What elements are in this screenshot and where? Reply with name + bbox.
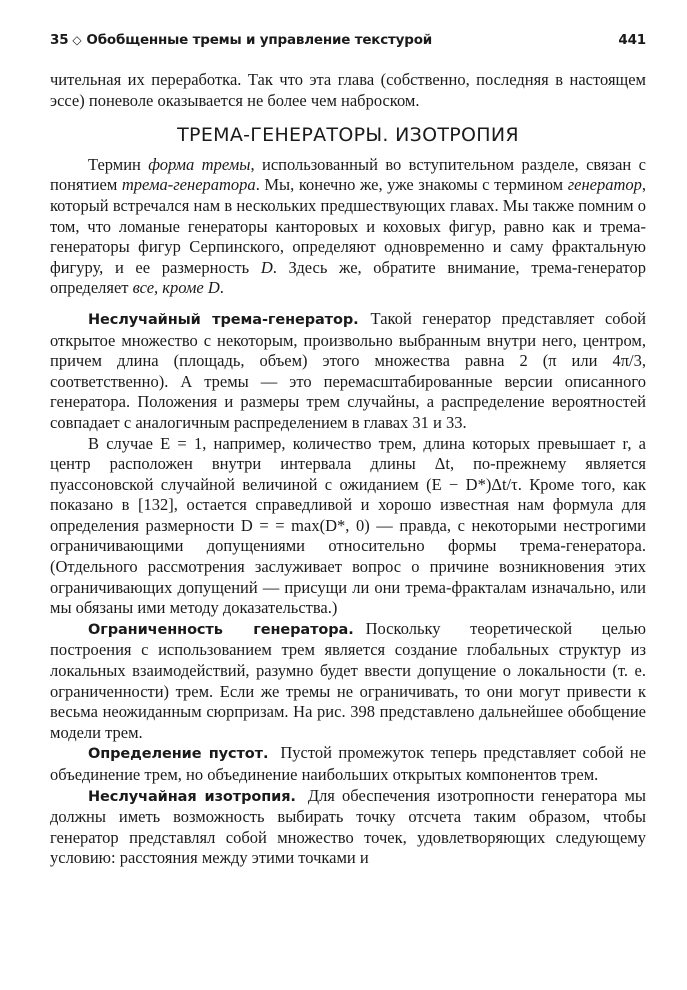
text-run: . Мы, конечно же, уже знакомы с термином — [255, 175, 568, 195]
math-d: D — [260, 257, 273, 277]
paragraph-text: Пустой промежуток теперь представляет собой не объединение трем, но объединение наибольших открытых компонентов трем. — [50, 743, 646, 784]
text-run: , использованный во вступительном разделе, связан с понятием — [50, 154, 646, 195]
paragraph-text: Для обеспечения изотропности генератора мы должны иметь возможность выбирать точку отсчета таким образом, чтобы генератор представлял собой множество точек, удовлетворяющих следующему условию: расстояния между этими точками и — [50, 785, 646, 868]
run-in-heading: Определение пустот. — [88, 746, 269, 763]
emphasis-all-but-d: все, кроме D — [132, 278, 220, 298]
paragraph-text: Такой генератор представляет собой открытое множество с некоторым, произвольно выбранным внутри него, центром, причем длина (площадь, объем) этого множества равна 2 (π или 4π/3, соответственно). А тремы — это перемасштабированные версии описанного генератора. Положения и размеры трем случайны, а распределение вероятностей совпадает с аналогичным распределением в главах 31 и 33. — [50, 308, 646, 432]
chapter-number: 35 — [50, 32, 69, 48]
intro-paragraph: чительная их переработка. Так что эта глава (собственно, последняя в настоящем эссе) поневоле оказывается не более чем наброском. — [50, 70, 646, 110]
paragraph-gap-definition — [50, 743, 646, 785]
run-in-heading: Неслучайная изотропия. — [88, 788, 296, 805]
running-head — [50, 32, 646, 54]
diamond-icon: ◇ — [72, 33, 82, 47]
running-head-left — [50, 32, 432, 48]
text-run: . Здесь же, обратите внимание, трема-генератор определяет — [50, 257, 646, 298]
section-title: ТРЕМА-ГЕНЕРАТОРЫ. ИЗОТРОПИЯ — [177, 124, 519, 147]
paragraph-nonrandom-generator — [50, 309, 646, 434]
emphasis-generator: генератор — [567, 175, 642, 195]
emphasis-trema-generator: трема-генератора — [121, 175, 256, 195]
text-run: , который встречался нам в нескольких предшествующих главах. Мы также помним о том, что ломаные генераторы канторовых и коховых фигур, равно как и трема-генераторы фигур Серпинского, определяют одновременно и саму фрактальную фигуру, и ее размерность — [50, 175, 646, 277]
paragraph-form-trema — [50, 155, 646, 299]
paragraph-nonrandom-isotropy — [50, 786, 646, 869]
text-run: . — [219, 278, 224, 298]
paragraph-text: Поскольку теоретической целью построения с использованием трем является создание глобальных структур из локальных взаимодействий, разумно будет ввести допущение о локальности (т. е. ограниченности) трем. Если же тремы не ограничивать, то они могут привести к весьма неожиданным сюрпризам. На рис. 398 представлено дальнейшее обобщение модели трем. — [50, 618, 646, 742]
run-in-heading: Ограниченность генератора. — [88, 621, 354, 638]
text-run: Термин — [88, 154, 149, 174]
paragraph-bounded-generator — [50, 619, 646, 744]
paragraph-case-e1: В случае E = 1, например, количество трем, длина которых превышает r, а центр расположен внутри интервала длины Δt, по-прежнему является пуассоновской случайной величиной с ожиданием (E − D*)Δt/τ. Кроме того, как показано в [132], остается справедливой и хорошо известная нам формула для определения размерности D = = max(D*, 0) — правда, с некоторыми нестрогими ограничивающими допущениями относительно формы трема-генератора. (Отдельного рассмотрения заслуживает вопрос о причине возникновения этих ограничивающих допущений — присущи ли они трема-фракталам изначально, или мы обязаны ими методу доказательства.) — [50, 433, 646, 618]
book-page — [50, 32, 646, 869]
page-number: 441 — [618, 32, 646, 48]
body-text — [50, 70, 646, 869]
chapter-title: Обобщенные тремы и управление текстурой — [86, 32, 433, 48]
emphasis-form-trema: форма тремы — [148, 154, 251, 174]
run-in-heading: Неслучайный трема-генератор. — [88, 311, 359, 328]
